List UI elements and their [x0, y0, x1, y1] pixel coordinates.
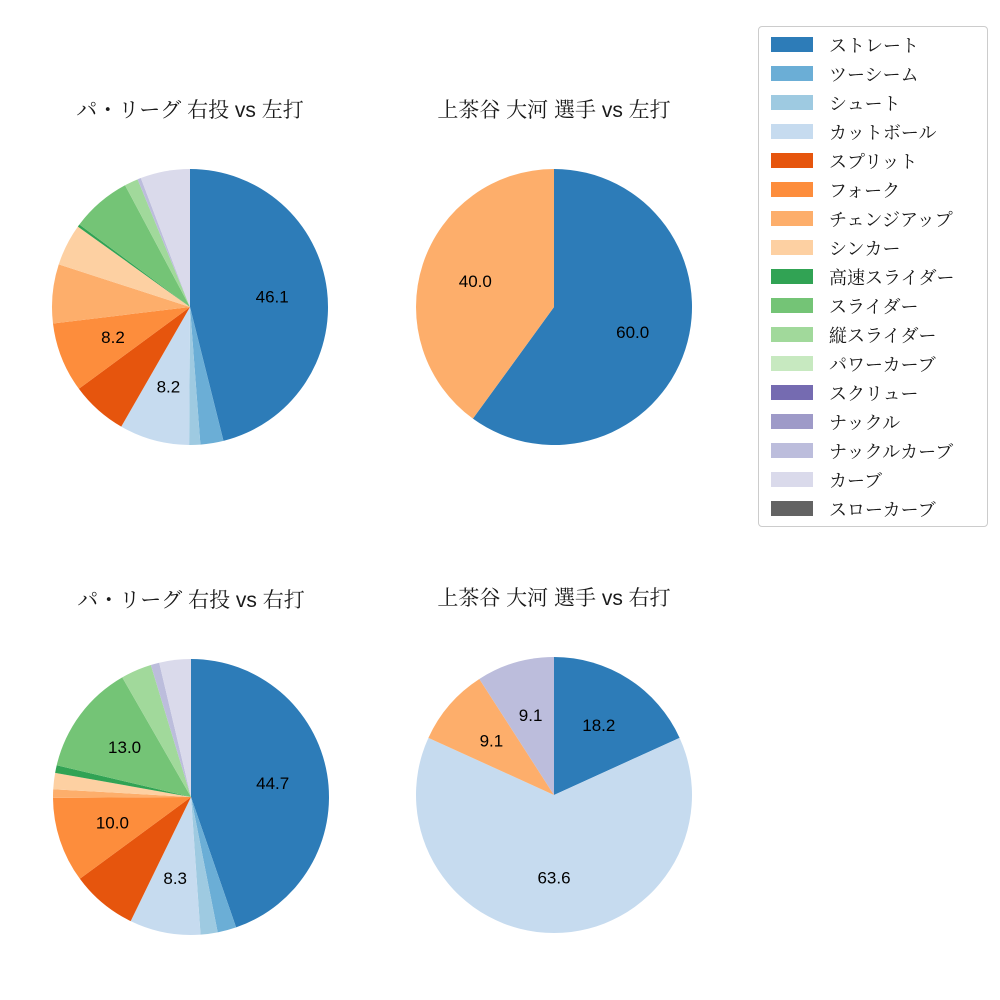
legend-label: シンカー [829, 238, 901, 259]
pie-slice-label: 8.2 [101, 328, 125, 347]
legend-label: スクリュー [829, 383, 919, 404]
legend-label: 高速スライダー [829, 267, 955, 288]
legend-label: 縦スライダー [829, 325, 937, 346]
legend-item [759, 30, 987, 59]
pie-chart-pa-league-vs-rhb [41, 588, 341, 947]
pie-slice-label: 63.6 [537, 868, 571, 888]
legend-color-swatch-icon [771, 66, 813, 81]
legend-item [759, 291, 987, 320]
pie-graphic [404, 645, 704, 945]
legend-item [759, 378, 987, 407]
legend-color-swatch-icon [771, 385, 813, 400]
pie-graphic [41, 647, 341, 947]
chart-title: パ・リーグ 右投 vs 左打 [76, 99, 304, 122]
legend-color-swatch-icon [771, 414, 813, 429]
legend-label: スプリット [829, 151, 918, 172]
pie-slice-label: 44.7 [256, 773, 290, 793]
pie-slice-label: 40.0 [458, 271, 492, 291]
chart-title: 上茶谷 大河 選手 vs 左打 [437, 99, 671, 122]
legend-label: フォーク [829, 180, 901, 201]
pie-chart-player-vs-rhb [404, 586, 704, 945]
legend-color-swatch-icon [771, 124, 813, 139]
legend-item [759, 146, 987, 175]
pie-slice-label: 8.2 [156, 377, 181, 397]
legend-color-swatch-icon [771, 298, 813, 313]
legend-label: スローカーブ [829, 499, 936, 520]
legend-item [759, 436, 987, 465]
legend-item [759, 320, 987, 349]
legend [758, 26, 988, 527]
legend-label: カーブ [829, 470, 883, 491]
pie-graphic [404, 157, 704, 457]
legend-item [759, 233, 987, 262]
legend-item [759, 117, 987, 146]
pie-slice-label: 8.3 [163, 868, 188, 888]
legend-color-swatch-icon [771, 443, 813, 458]
legend-color-swatch-icon [771, 501, 813, 516]
legend-color-swatch-icon [771, 269, 813, 284]
legend-item [759, 494, 987, 523]
pie-slice-label: 46.1 [255, 287, 289, 307]
legend-item [759, 175, 987, 204]
legend-label: カットボール [829, 122, 937, 143]
pie-slice-label: 60.0 [616, 323, 650, 343]
pie-slice-label: 10.0 [95, 813, 129, 833]
legend-color-swatch-icon [771, 472, 813, 487]
legend-item [759, 88, 987, 117]
legend-color-swatch-icon [771, 95, 813, 110]
legend-color-swatch-icon [771, 37, 813, 52]
legend-label: ストレート [829, 35, 919, 56]
pie-slice-label: 18.2 [582, 715, 616, 735]
legend-color-swatch-icon [771, 153, 813, 168]
legend-label: パワーカーブ [829, 354, 936, 375]
legend-list [759, 27, 987, 526]
chart-title: パ・リーグ 右投 vs 右打 [77, 589, 305, 612]
chart-title: 上茶谷 大河 選手 vs 右打 [437, 587, 671, 610]
legend-item [759, 204, 987, 233]
legend-label: ツーシーム [829, 64, 919, 85]
pie-graphic [40, 157, 340, 457]
legend-item [759, 349, 987, 378]
legend-color-swatch-icon [771, 211, 813, 226]
legend-color-swatch-icon [771, 182, 813, 197]
legend-label: ナックルカーブ [829, 441, 954, 462]
legend-item [759, 59, 987, 88]
pie-chart-pa-league-vs-lhb [40, 98, 340, 457]
legend-color-swatch-icon [771, 356, 813, 371]
legend-label: チェンジアップ [829, 209, 953, 230]
pie-slice-label: 13.0 [108, 738, 142, 757]
pie-slice-label: 9.1 [479, 731, 504, 751]
legend-color-swatch-icon [771, 240, 813, 255]
legend-item [759, 407, 987, 436]
legend-item [759, 262, 987, 291]
pie-chart-player-vs-lhb [404, 98, 704, 457]
legend-label: ナックル [829, 412, 901, 433]
pie-slice-label: 9.1 [518, 706, 543, 726]
legend-label: シュート [829, 93, 901, 114]
legend-color-swatch-icon [771, 327, 813, 342]
legend-item [759, 465, 987, 494]
legend-label: スライダー [829, 296, 919, 317]
